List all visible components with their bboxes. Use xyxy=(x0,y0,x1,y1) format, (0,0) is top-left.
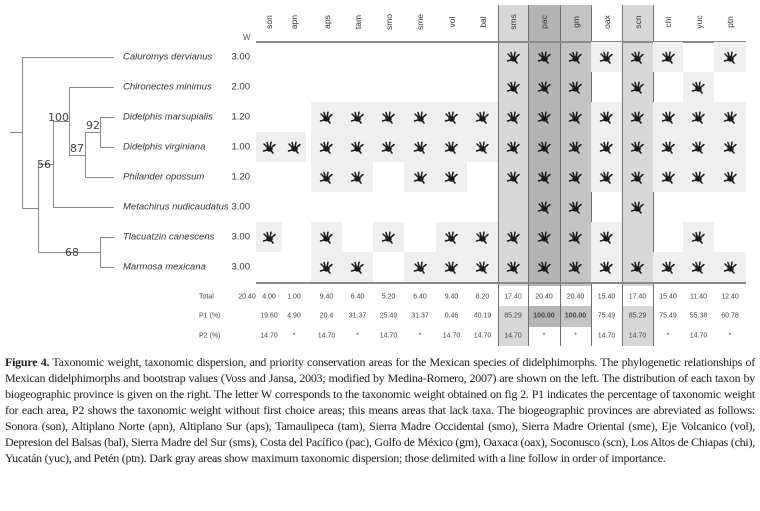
footprint-icon xyxy=(599,231,614,244)
presence-cell-son xyxy=(256,132,282,162)
column-header-chi: chi xyxy=(663,16,673,28)
presence-cell-sme xyxy=(404,102,436,132)
presence-cell-scn xyxy=(622,42,653,72)
footprint-icon xyxy=(506,81,521,94)
footprint-icon xyxy=(262,141,277,154)
footprint-icon xyxy=(350,111,365,124)
stat-value-oax: 14.70 xyxy=(597,332,616,340)
stat-value-smo: 14.70 xyxy=(379,332,398,340)
stat-value-chi: 75.49 xyxy=(659,312,677,320)
species-name: Tlacuatzin canescens xyxy=(123,231,215,243)
footprint-icon xyxy=(537,201,552,214)
tree-branch xyxy=(100,267,114,268)
presence-cell-sme xyxy=(404,132,436,162)
footprint-icon xyxy=(506,111,521,124)
stat-value-tam: * xyxy=(356,332,359,340)
stat-value-sms: 85.29 xyxy=(504,312,522,320)
tree-branch xyxy=(85,132,101,133)
footprint-icon xyxy=(262,231,277,244)
presence-cell-bal xyxy=(467,252,498,282)
presence-cell-oax xyxy=(591,162,622,192)
tree-branch xyxy=(100,237,101,268)
presence-cell-ptn xyxy=(714,42,746,72)
footprint-icon xyxy=(319,261,334,274)
stat-value-sms: 17.40 xyxy=(504,293,522,301)
stat-value-son: 14.70 xyxy=(260,332,278,340)
presence-cell-ptn xyxy=(714,162,746,192)
species-name: Philander opossum xyxy=(123,171,205,183)
taxonomic-weight: 3.00 xyxy=(231,231,250,243)
stat-value-smo: 5.20 xyxy=(381,293,396,301)
footprint-icon xyxy=(568,261,583,274)
footprint-icon xyxy=(599,141,614,154)
tree-branch xyxy=(22,57,23,209)
presence-cell-sms xyxy=(498,132,528,162)
presence-cell-tam xyxy=(342,252,373,282)
presence-cell-pac xyxy=(528,162,560,192)
footprint-icon xyxy=(350,141,365,154)
footprint-icon xyxy=(691,81,706,94)
tree-branch xyxy=(22,208,39,209)
presence-cell-oax xyxy=(591,132,622,162)
stat-label: P2 (%) xyxy=(199,332,221,340)
presence-cell-gm xyxy=(560,162,591,192)
presence-cell-chi xyxy=(653,132,683,162)
footprint-icon xyxy=(444,261,459,274)
stat-value-oax: 75.49 xyxy=(597,312,616,320)
stat-value-aps: 14.70 xyxy=(317,332,336,340)
footprint-icon xyxy=(381,231,396,244)
presence-cell-scn xyxy=(622,252,653,282)
footprint-icon xyxy=(599,51,614,64)
footprint-icon xyxy=(630,141,645,154)
stat-value-ptn: 60.78 xyxy=(721,312,739,320)
column-header-ptn: ptn xyxy=(725,16,735,28)
presence-cell-sms xyxy=(498,72,528,102)
footprint-icon xyxy=(723,51,738,64)
species-name: Caluromys dervianus xyxy=(123,51,213,63)
stat-value-bal: 14.70 xyxy=(473,332,492,340)
bootstrap-value: 92 xyxy=(86,119,100,132)
stat-value-sme: * xyxy=(418,332,422,340)
footprint-icon xyxy=(537,231,552,244)
stat-value-sms: 14.70 xyxy=(504,332,522,340)
presence-cell-aps xyxy=(311,102,342,132)
taxonomic-weight: 2.00 xyxy=(231,81,250,93)
presence-cell-vol xyxy=(436,222,467,252)
presence-cell-yuc xyxy=(683,162,714,192)
column-header-aps: aps xyxy=(321,15,332,29)
weight-header: W xyxy=(243,33,251,42)
footprint-icon xyxy=(506,261,521,274)
presence-cell-sms xyxy=(498,252,528,282)
presence-cell-yuc xyxy=(683,222,714,252)
column-header-bal: bal xyxy=(477,16,488,28)
column-header-sms: sms xyxy=(508,14,518,30)
column-header-yuc: yuc xyxy=(693,15,704,29)
footprint-icon xyxy=(350,261,365,274)
footprint-icon xyxy=(691,171,706,184)
presence-cell-vol xyxy=(436,132,467,162)
presence-cell-oax xyxy=(591,102,622,132)
presence-cell-gm xyxy=(560,42,591,72)
column-header-pac: pac xyxy=(539,15,549,29)
presence-cell-gm xyxy=(560,102,591,132)
tree-branch xyxy=(100,117,101,148)
footprint-icon xyxy=(506,231,521,244)
stat-value-gm: * xyxy=(574,332,577,340)
footprint-icon xyxy=(537,141,552,154)
species-name: Metachirus nudicaudatus xyxy=(123,201,229,213)
footprint-icon xyxy=(413,171,428,184)
footprint-icon xyxy=(475,141,490,154)
presence-cell-gm xyxy=(560,192,591,222)
presence-cell-apn xyxy=(282,132,306,162)
footprint-icon xyxy=(691,141,706,154)
footprint-icon xyxy=(630,201,645,214)
column-header-apn: apn xyxy=(289,14,299,30)
footprint-icon xyxy=(691,261,706,274)
stat-value-scn: 14.70 xyxy=(628,332,647,340)
footprint-icon xyxy=(723,141,738,154)
footprint-icon xyxy=(599,261,614,274)
footprint-icon xyxy=(691,111,706,124)
bootstrap-value: 100 xyxy=(48,111,69,124)
taxonomic-weight: 3.00 xyxy=(231,51,250,63)
presence-cell-chi xyxy=(653,102,683,132)
caption-label: Figure 4. xyxy=(5,355,50,369)
footprint-icon xyxy=(444,231,459,244)
stat-value-ptn: * xyxy=(728,332,732,340)
footprint-icon xyxy=(475,261,490,274)
presence-cell-chi xyxy=(653,162,683,192)
stat-value-aps: 9.40 xyxy=(319,293,334,301)
presence-cell-aps xyxy=(311,132,342,162)
presence-cell-son xyxy=(256,222,282,252)
presence-cell-ptn xyxy=(714,132,746,162)
species-name: Didelphis marsupialis xyxy=(123,111,213,123)
stat-value-tam: 6.40 xyxy=(350,293,365,301)
presence-cell-vol xyxy=(436,162,467,192)
stat-value-scn: 85.29 xyxy=(628,312,647,320)
footprint-icon xyxy=(599,111,614,124)
presence-cell-gm xyxy=(560,252,591,282)
stat-value-smo: 25.49 xyxy=(379,312,398,320)
presence-cell-sms xyxy=(498,102,528,132)
presence-cell-vol xyxy=(436,252,467,282)
stat-value-vol: 14.70 xyxy=(442,332,461,340)
stat-value-pac: 20.40 xyxy=(535,293,553,301)
tree-branch xyxy=(85,132,86,178)
column-header-oax: oax xyxy=(601,15,612,29)
stat-value-apn: 4.90 xyxy=(287,312,301,320)
footprint-icon xyxy=(413,261,428,274)
stat-value-pac: 100.00 xyxy=(533,312,555,320)
presence-cell-sms xyxy=(498,222,528,252)
presence-cell-oax xyxy=(591,42,622,72)
footprint-icon xyxy=(381,111,396,124)
presence-cell-pac xyxy=(528,132,560,162)
presence-cell-scn xyxy=(622,102,653,132)
footprint-icon xyxy=(723,171,738,184)
taxonomic-weight: 1.20 xyxy=(231,111,250,123)
stat-label: P1 (%) xyxy=(199,312,221,320)
presence-cell-gm xyxy=(560,132,591,162)
stat-value-ptn: 12.40 xyxy=(721,293,739,301)
tree-branch xyxy=(69,87,114,88)
stat-value-son: 19.60 xyxy=(260,312,278,320)
footprint-icon xyxy=(568,231,583,244)
bootstrap-value: 87 xyxy=(70,142,84,155)
footprint-icon xyxy=(413,111,428,124)
footprint-icon xyxy=(319,141,334,154)
footprint-icon xyxy=(319,231,334,244)
species-name: Didelphis virginiana xyxy=(123,141,206,153)
taxonomic-weight: 3.00 xyxy=(231,261,250,273)
presence-cell-yuc xyxy=(683,132,714,162)
column-header-scn: scn xyxy=(632,15,643,29)
stat-value-yuc: 11.40 xyxy=(690,293,707,301)
presence-cell-bal xyxy=(467,132,498,162)
column-header-smo: smo xyxy=(383,13,394,31)
stat-value-scn: 17.40 xyxy=(628,293,647,301)
presence-cell-tam xyxy=(342,162,373,192)
presence-cell-pac xyxy=(528,42,560,72)
footprint-icon xyxy=(537,261,552,274)
footprint-icon xyxy=(661,111,676,124)
footprint-icon xyxy=(506,141,521,154)
tree-branch xyxy=(69,155,86,156)
footprint-icon xyxy=(537,171,552,184)
column-header-vol: vol xyxy=(446,16,457,28)
stat-value-chi: 15.40 xyxy=(659,293,677,301)
presence-cell-yuc xyxy=(683,102,714,132)
stat-value-yuc: 14.70 xyxy=(689,332,708,340)
stat-value-bal: 40.19 xyxy=(473,312,492,320)
stat-weight-total: 20.40 xyxy=(238,293,256,301)
bootstrap-value: 56 xyxy=(37,158,51,171)
species-name: Marmosa mexicana xyxy=(123,261,206,273)
presence-cell-oax xyxy=(591,252,622,282)
stat-value-vol: 9.40 xyxy=(444,293,459,301)
tree-branch xyxy=(53,121,54,208)
footprint-icon xyxy=(537,111,552,124)
table-bottom-rule xyxy=(256,282,746,284)
stat-value-oax: 15.40 xyxy=(597,293,616,301)
stat-value-apn: * xyxy=(292,332,296,340)
stat-value-gm: 20.40 xyxy=(566,293,585,301)
stat-value-son: 4.00 xyxy=(262,293,276,301)
stat-value-aps: 20.4 xyxy=(319,312,334,320)
footprint-icon xyxy=(568,201,583,214)
caption-text: Taxonomic weight, taxonomic dispersion, and priority conservation areas for the Mexican species of didelphimorphs. The phylogenetic relationships of Mexican didelphimorphs and bootstrap values (Voss and Jansa, 2003; modified by Medina-Romero, 2007) are shown on the left. The distribution of each taxon by biogeographic province is given on the right. The letter W corresponds to the taxonomic weight obtained on fig 2. P1 indicates the percentage of taxonomic weight for each area, P2 shows the taxonomic weight without first choice areas; this means areas that lack taxa. The biogeographic provinces are abreviated as follows: Sonora (son), Altiplano Norte (apn), Altiplano Sur (aps), Tamaulipeca (tam), Sierra Madre Occidental (smo), Sierra Madre Oriental (sme), Eje Volcanico (vol), Depresion del Balsas (bal), Sierra Madre del Sur (sms), Costa del Pacífico (pac), Golfo de México (gm), Oaxaca (oax), Soconusco (scn), Los Altos de Chiapas (chi), Yucatán (yuc), and Petén (ptn). Dark gray areas show maximum taxonomic dispersion; those delimited with a line follow in order of importance. xyxy=(5,355,755,465)
footprint-icon xyxy=(599,171,614,184)
footprint-icon xyxy=(287,141,302,154)
stat-value-pac: * xyxy=(542,332,546,340)
species-name: Chironectes minimus xyxy=(123,81,212,93)
footprint-icon xyxy=(723,111,738,124)
stat-value-yuc: 55.38 xyxy=(689,312,708,320)
footprint-icon xyxy=(630,51,645,64)
footprint-icon xyxy=(475,231,490,244)
column-header-son: son xyxy=(264,15,274,29)
presence-cell-chi xyxy=(653,42,683,72)
footprint-icon xyxy=(568,111,583,124)
presence-cell-scn xyxy=(622,72,653,102)
taxonomic-weight: 3.00 xyxy=(231,201,250,213)
footprint-icon xyxy=(568,141,583,154)
footprint-icon xyxy=(475,111,490,124)
footprint-icon xyxy=(444,141,459,154)
stat-value-gm: 100.00 xyxy=(564,312,587,320)
presence-cell-pac xyxy=(528,192,560,222)
stat-value-sme: 6.40 xyxy=(413,293,427,301)
footprint-icon xyxy=(319,171,334,184)
presence-cell-scn xyxy=(622,192,653,222)
footprint-icon xyxy=(444,171,459,184)
footprint-icon xyxy=(691,231,706,244)
footprint-icon xyxy=(630,261,645,274)
presence-cell-gm xyxy=(560,72,591,102)
presence-cell-bal xyxy=(467,102,498,132)
presence-cell-smo xyxy=(373,222,404,252)
presence-cell-aps xyxy=(311,162,342,192)
tree-branch xyxy=(100,237,114,238)
footprint-icon xyxy=(444,111,459,124)
taxonomic-weight: 1.20 xyxy=(231,171,250,183)
presence-cell-bal xyxy=(467,222,498,252)
footprint-icon xyxy=(661,141,676,154)
footprint-icon xyxy=(568,81,583,94)
tree-branch xyxy=(38,164,39,253)
presence-cell-aps xyxy=(311,222,342,252)
taxonomic-weight: 1.00 xyxy=(231,141,250,153)
presence-cell-smo xyxy=(373,102,404,132)
stat-value-chi: * xyxy=(666,332,670,340)
figure-caption xyxy=(5,354,755,466)
presence-cell-pac xyxy=(528,252,560,282)
tree-branch xyxy=(100,117,114,118)
presence-cell-yuc xyxy=(683,72,714,102)
presence-cell-tam xyxy=(342,102,373,132)
footprint-icon xyxy=(630,171,645,184)
presence-cell-smo xyxy=(373,132,404,162)
presence-cell-ptn xyxy=(714,252,746,282)
tree-branch xyxy=(85,177,114,178)
footprint-icon xyxy=(506,51,521,64)
presence-cell-scn xyxy=(622,132,653,162)
presence-cell-sms xyxy=(498,162,528,192)
footprint-icon xyxy=(568,51,583,64)
tree-branch xyxy=(22,57,114,58)
stat-label: Total xyxy=(199,293,214,301)
presence-cell-ptn xyxy=(714,102,746,132)
presence-cell-sms xyxy=(498,42,528,72)
presence-cell-sme xyxy=(404,162,436,192)
presence-cell-scn xyxy=(622,162,653,192)
footprint-icon xyxy=(661,51,676,64)
stat-value-tam: 31.37 xyxy=(348,312,367,320)
column-header-tam: tam xyxy=(352,14,363,30)
presence-cell-yuc xyxy=(683,252,714,282)
footprint-icon xyxy=(319,111,334,124)
presence-cell-vol xyxy=(436,102,467,132)
stat-value-bal: 8.20 xyxy=(475,293,490,301)
stat-value-sme: 31.37 xyxy=(411,312,429,320)
stat-value-vol: 0.46 xyxy=(444,312,459,320)
column-header-sme: sme xyxy=(415,13,425,31)
footprint-icon xyxy=(537,81,552,94)
presence-cell-gm xyxy=(560,222,591,252)
footprint-icon xyxy=(630,111,645,124)
bootstrap-value: 68 xyxy=(65,246,79,259)
footprint-icon xyxy=(537,51,552,64)
footprint-icon xyxy=(413,141,428,154)
column-header-gm: gm xyxy=(570,16,581,28)
presence-cell-oax xyxy=(591,222,622,252)
footprint-icon xyxy=(723,261,738,274)
footprint-icon xyxy=(630,81,645,94)
presence-cell-pac xyxy=(528,72,560,102)
footprint-icon xyxy=(661,171,676,184)
presence-cell-pac xyxy=(528,222,560,252)
tree-branch xyxy=(100,147,114,148)
footprint-icon xyxy=(568,171,583,184)
presence-cell-chi xyxy=(653,252,683,282)
stat-value-apn: 1.00 xyxy=(287,293,301,301)
tree-branch xyxy=(53,207,114,208)
presence-cell-sme xyxy=(404,252,436,282)
footprint-icon xyxy=(661,261,676,274)
presence-cell-pac xyxy=(528,102,560,132)
footprint-icon xyxy=(350,171,365,184)
footprint-icon xyxy=(381,141,396,154)
presence-cell-aps xyxy=(311,252,342,282)
footprint-icon xyxy=(506,171,521,184)
presence-cell-tam xyxy=(342,132,373,162)
